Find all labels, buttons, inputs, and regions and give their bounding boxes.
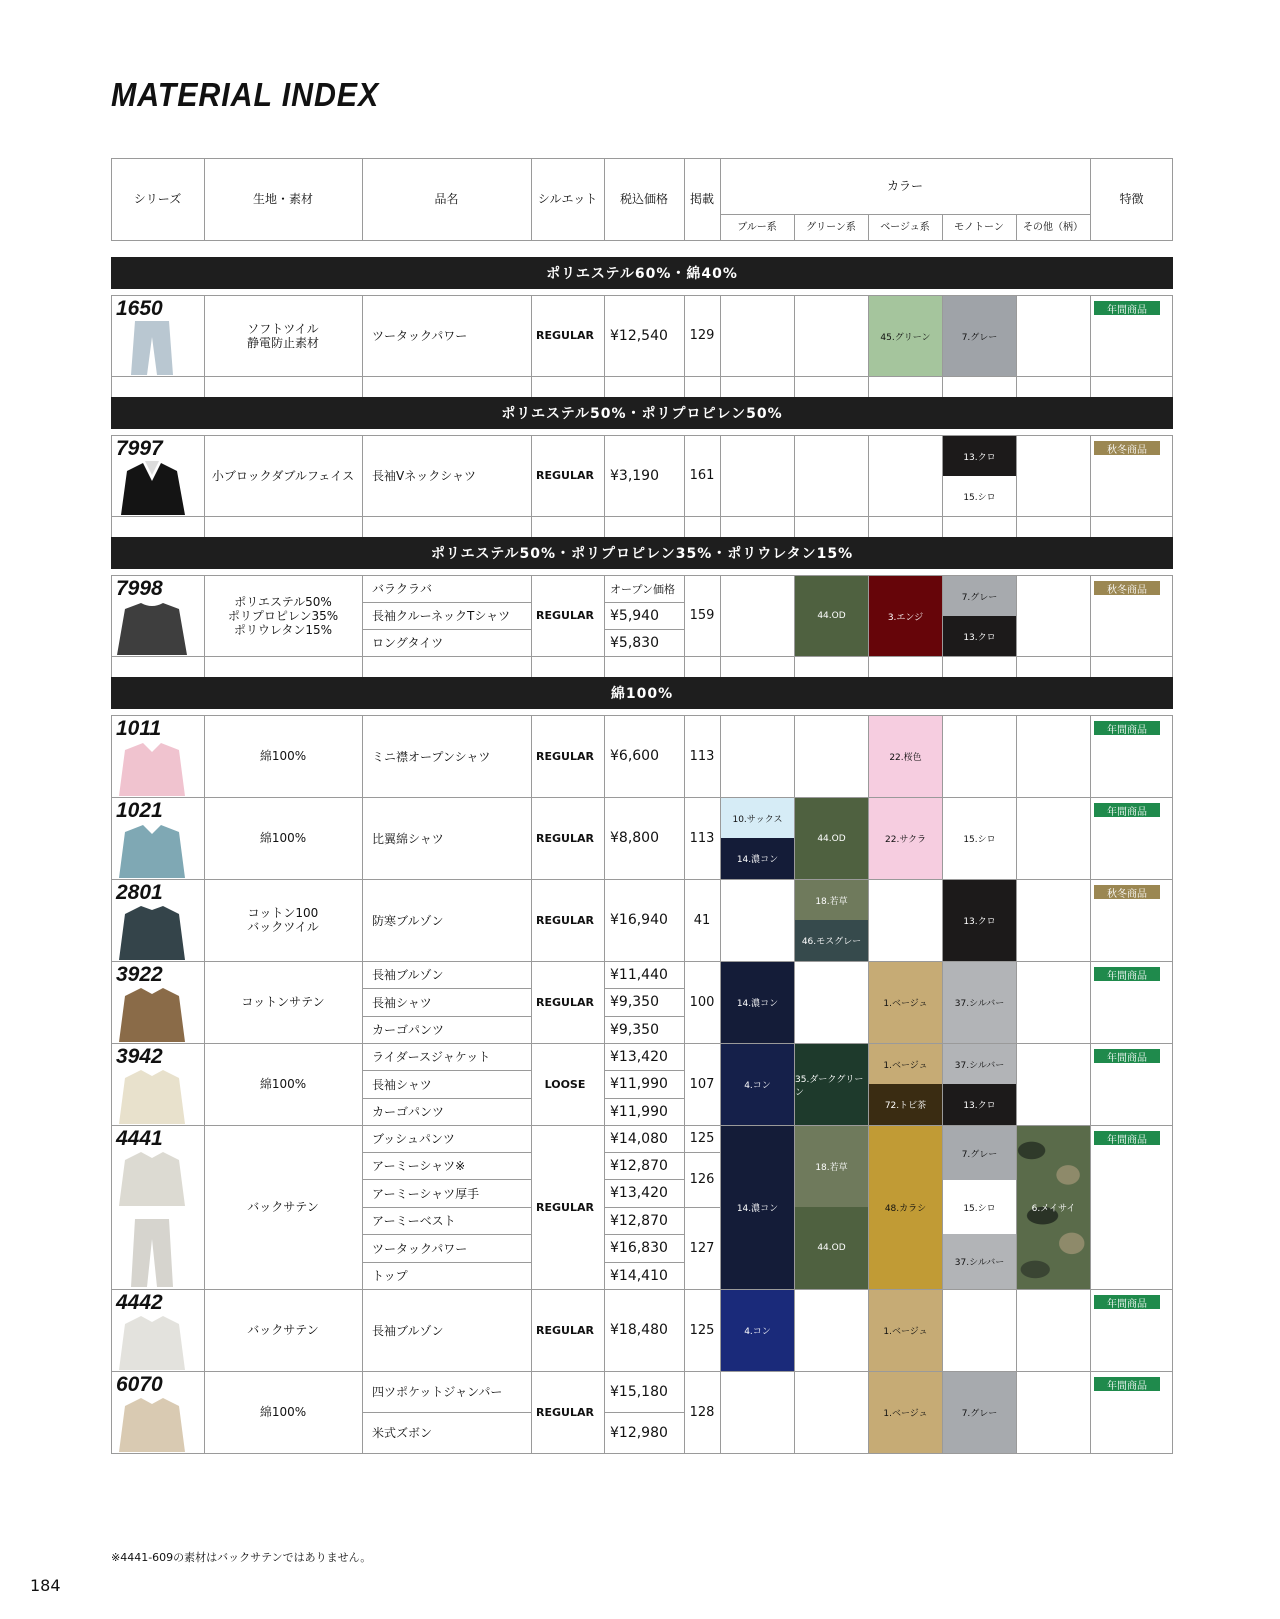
material-text: 綿100% xyxy=(259,831,307,845)
price: ¥12,980 xyxy=(610,1424,668,1441)
series-code: 3922 xyxy=(116,963,163,986)
status-badge: 年間商品 xyxy=(1094,721,1160,735)
section-band: ポリエステル60%・綿40% xyxy=(111,257,1173,289)
price: ¥13,420 xyxy=(610,1185,668,1201)
color-swatch: 1.ベージュ xyxy=(869,962,942,1043)
item-name: 防寒ブルゾン xyxy=(372,913,444,928)
color-swatch: 15.シロ xyxy=(943,1180,1016,1234)
section-band: 綿100% xyxy=(111,677,1173,709)
item-name: アーミーシャツ厚手 xyxy=(372,1186,480,1201)
price: ¥18,480 xyxy=(610,1322,668,1338)
material-text: ソフトツイル 静電防止素材 xyxy=(246,321,319,350)
header-price: 税込価格 xyxy=(619,191,668,206)
color-swatch: 44.OD xyxy=(795,1207,868,1289)
silhouette: REGULAR xyxy=(536,1200,594,1214)
color-swatch: 37.シルバー xyxy=(943,1044,1016,1084)
page-ref: 127 xyxy=(689,1240,715,1256)
silhouette: REGULAR xyxy=(536,995,594,1009)
series-code: 4441 xyxy=(116,1127,163,1150)
status-badge: 年間商品 xyxy=(1094,1049,1160,1063)
page-number: 184 xyxy=(30,1576,61,1595)
price: ¥15,180 xyxy=(610,1383,668,1400)
item-name: 長袖クルーネックTシャツ xyxy=(372,609,511,623)
color-swatch: 45.グリーン xyxy=(869,296,942,376)
item-name: 長袖シャツ xyxy=(372,1077,432,1092)
product-image-jacket xyxy=(113,1396,191,1452)
color-swatch: 46.モスグレー xyxy=(795,920,868,961)
item-name: アーミーシャツ※ xyxy=(372,1159,466,1173)
page-ref: 126 xyxy=(689,1172,715,1187)
status-badge: 年間商品 xyxy=(1094,1295,1160,1309)
product-image-jacket xyxy=(113,986,191,1042)
material-text: バックサテン xyxy=(247,1200,319,1214)
header-feature: 特徴 xyxy=(1119,191,1144,206)
color-swatch: 1.ベージュ xyxy=(869,1044,942,1084)
material-text: 綿100% xyxy=(259,1405,307,1419)
product-image-jacket xyxy=(113,1314,191,1370)
price: ¥12,870 xyxy=(610,1157,668,1174)
color-swatch: 22.桜色 xyxy=(869,716,942,797)
color-swatch: 72.トビ茶 xyxy=(869,1084,942,1125)
price: ¥11,990 xyxy=(610,1103,668,1120)
silhouette: REGULAR xyxy=(536,831,594,845)
price: ¥5,830 xyxy=(610,634,659,651)
product-image-pants xyxy=(113,1217,191,1287)
color-swatch: 48.カラシ xyxy=(869,1126,942,1289)
series-code: 4442 xyxy=(116,1291,163,1314)
table-row xyxy=(111,1371,1173,1453)
product-image-jacket xyxy=(113,904,191,960)
color-swatch: 10.サックス xyxy=(721,798,794,838)
page-ref: 125 xyxy=(689,1131,715,1146)
item-name: ツータックパワー xyxy=(372,1241,468,1256)
product-image-pants xyxy=(113,319,191,375)
header-item: 品名 xyxy=(434,191,459,206)
table-row xyxy=(111,1043,1173,1125)
product-image-shirt xyxy=(113,1150,191,1206)
color-group-mono: モノトーン xyxy=(954,221,1004,233)
color-swatch: 15.シロ xyxy=(943,476,1016,516)
price: ¥14,080 xyxy=(610,1130,668,1147)
status-badge: 秋冬商品 xyxy=(1094,441,1160,455)
status-badge: 年間商品 xyxy=(1094,803,1160,817)
material-text: 綿100% xyxy=(259,749,307,763)
item-name: ライダースジャケット xyxy=(372,1050,491,1064)
product-image-shirt xyxy=(113,822,191,878)
section-band: ポリエステル50%・ポリプロピレン35%・ポリウレタン15% xyxy=(111,537,1173,569)
silhouette: REGULAR xyxy=(536,749,594,763)
color-swatch: 7.グレー xyxy=(943,1126,1016,1180)
silhouette: REGULAR xyxy=(536,609,594,622)
product-image-shirt xyxy=(113,740,191,796)
price: ¥9,350 xyxy=(610,1021,659,1038)
series-code: 3942 xyxy=(116,1045,163,1068)
header-series: シリーズ xyxy=(133,191,182,206)
color-swatch: 4.コン xyxy=(721,1044,794,1125)
color-swatch: 7.グレー xyxy=(943,1372,1016,1453)
status-badge: 年間商品 xyxy=(1094,967,1160,981)
page-ref: 161 xyxy=(689,468,715,483)
color-swatch: 13.クロ xyxy=(943,436,1016,476)
price: ¥3,190 xyxy=(610,467,659,484)
table-row xyxy=(111,295,1173,399)
item-name: アーミーベスト xyxy=(372,1214,456,1228)
price: ¥11,440 xyxy=(610,966,668,983)
color-swatch: 18.若草 xyxy=(795,1126,868,1207)
silhouette: LOOSE xyxy=(544,1077,586,1091)
silhouette: REGULAR xyxy=(536,469,594,482)
page-title: MATERIAL INDEX xyxy=(111,76,380,113)
item-name: 米式ズボン xyxy=(372,1426,433,1440)
page-ref: 159 xyxy=(689,608,715,623)
silhouette: REGULAR xyxy=(536,1405,594,1419)
material-text: ポリエステル50% ポリプロピレン35% ポリウレタン15% xyxy=(227,594,339,637)
table-row xyxy=(111,961,1173,1043)
price: ¥12,540 xyxy=(610,327,668,344)
color-swatch: 13.クロ xyxy=(943,880,1016,961)
table-row xyxy=(111,1289,1173,1371)
price: ¥16,940 xyxy=(610,912,668,928)
table-row xyxy=(111,879,1173,961)
price: ¥8,800 xyxy=(610,830,659,846)
page-ref: 129 xyxy=(689,328,715,343)
status-badge: 年間商品 xyxy=(1094,1377,1160,1391)
material-text: コットン100 バックツイル xyxy=(247,906,319,934)
material-text: コットンサテン xyxy=(241,995,325,1009)
color-group-blue: ブルー系 xyxy=(737,221,777,233)
table-row xyxy=(111,435,1173,539)
series-code: 6070 xyxy=(116,1373,163,1396)
material-text: バックサテン xyxy=(247,1323,319,1337)
color-swatch: 13.クロ xyxy=(943,1084,1016,1125)
color-swatch: 37.シルバー xyxy=(943,1234,1016,1289)
status-badge: 秋冬商品 xyxy=(1094,581,1160,595)
silhouette: REGULAR xyxy=(536,329,594,342)
item-name: 長袖シャツ xyxy=(372,995,432,1010)
color-group-green: グリーン系 xyxy=(806,221,856,233)
item-name: 長袖ブルゾン xyxy=(372,968,444,982)
color-group-beige: ベージュ系 xyxy=(880,221,930,233)
price: ¥9,350 xyxy=(610,994,659,1010)
color-swatch: 35.ダークグリーン xyxy=(795,1044,868,1125)
color-swatch: 7.グレー xyxy=(943,296,1016,376)
series-code: 1021 xyxy=(116,799,163,822)
product-image-jacket xyxy=(113,1068,191,1124)
color-swatch: 3.エンジ xyxy=(869,576,942,656)
status-badge: 年間商品 xyxy=(1094,301,1160,315)
footnote: ※4441-609の素材はバックサテンではありません。 xyxy=(111,1551,372,1564)
status-badge: 秋冬商品 xyxy=(1094,885,1160,899)
table-row xyxy=(111,715,1173,797)
header-page: 掲載 xyxy=(689,191,714,206)
color-swatch: 1.ベージュ xyxy=(869,1372,942,1453)
page-ref: 125 xyxy=(689,1322,715,1338)
series-code: 1011 xyxy=(116,717,162,740)
item-name: 比翼綿シャツ xyxy=(372,831,444,846)
color-group-other: その他（柄） xyxy=(1023,221,1083,233)
item-name: 四ツポケットジャンパー xyxy=(372,1385,503,1399)
page-ref: 113 xyxy=(689,748,715,764)
item-name: カーゴパンツ xyxy=(372,1105,445,1119)
price: ¥14,410 xyxy=(610,1267,668,1284)
item-name: バラクラバ xyxy=(372,582,433,596)
color-swatch: 4.コン xyxy=(721,1290,794,1371)
color-swatch: 15.シロ xyxy=(943,798,1016,879)
section-band: ポリエステル50%・ポリプロピレン50% xyxy=(111,397,1173,429)
table-row xyxy=(111,1125,1173,1289)
color-swatch: 14.濃コン xyxy=(721,1126,794,1289)
item-name: トップ xyxy=(372,1269,408,1283)
color-swatch: 6.メイサイ xyxy=(1017,1126,1090,1289)
series-code: 2801 xyxy=(116,881,163,904)
header-material: 生地・素材 xyxy=(252,191,313,206)
item-name: ロングタイツ xyxy=(372,636,444,650)
color-swatch: 22.サクラ xyxy=(869,798,942,879)
price: ¥12,870 xyxy=(610,1212,668,1229)
table-row xyxy=(111,575,1173,679)
color-swatch: 14.濃コン xyxy=(721,838,794,879)
status-badge: 年間商品 xyxy=(1094,1131,1160,1145)
color-swatch: 44.OD xyxy=(795,798,868,879)
price: ¥5,940 xyxy=(610,607,659,624)
page-ref: 100 xyxy=(689,994,715,1010)
product-image-crewneck xyxy=(113,599,191,655)
price: オープン価格 xyxy=(610,582,676,596)
item-name: ミニ襟オープンシャツ xyxy=(372,749,491,764)
page-ref: 113 xyxy=(689,830,715,846)
price: ¥6,600 xyxy=(610,748,659,764)
color-swatch: 14.濃コン xyxy=(721,962,794,1043)
material-text: 綿100% xyxy=(259,1077,307,1091)
material-text: 小ブロックダブルフェイス xyxy=(211,468,355,483)
table-body-cotton xyxy=(111,715,1173,1455)
item-name: 長袖Vネックシャツ xyxy=(372,469,476,483)
color-swatch: 18.若草 xyxy=(795,880,868,920)
item-name: カーゴパンツ xyxy=(372,1023,445,1037)
color-swatch: 37.シルバー xyxy=(943,962,1016,1043)
header-color: カラー xyxy=(886,178,923,193)
price: ¥13,420 xyxy=(610,1048,668,1065)
color-swatch: 13.クロ xyxy=(943,616,1016,656)
page-ref: 107 xyxy=(689,1076,715,1092)
series-code: 7997 xyxy=(116,437,163,460)
price: ¥16,830 xyxy=(610,1240,668,1256)
silhouette: REGULAR xyxy=(536,1323,594,1337)
page-ref: 41 xyxy=(693,912,711,928)
page-ref: 128 xyxy=(689,1404,715,1420)
item-name: ツータックパワー xyxy=(372,329,468,343)
table-row xyxy=(111,797,1173,879)
item-name: ブッシュパンツ xyxy=(372,1132,455,1146)
color-swatch: 1.ベージュ xyxy=(869,1290,942,1371)
product-image-vneck xyxy=(113,459,191,515)
header-silhouette: シルエット xyxy=(537,191,598,206)
series-code: 1650 xyxy=(116,297,163,320)
series-code: 7998 xyxy=(116,577,163,600)
color-swatch: 7.グレー xyxy=(943,576,1016,616)
item-name: 長袖ブルゾン xyxy=(372,1323,444,1338)
price: ¥11,990 xyxy=(610,1076,668,1092)
color-swatch: 44.OD xyxy=(795,576,868,656)
silhouette: REGULAR xyxy=(536,913,594,927)
